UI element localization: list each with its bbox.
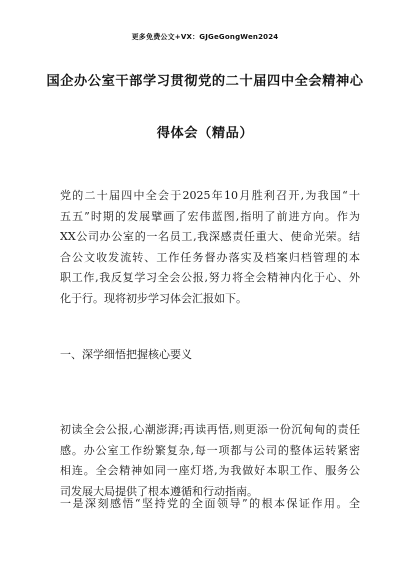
intro-line: 五五”时期的发展擘画了宏伟蓝图,指明了前进方向。作为 — [60, 209, 360, 223]
intro-paragraph — [60, 186, 360, 310]
header-note: 更多免费公文+VX：GJGeGongWen2024 — [131, 33, 279, 41]
intro-line: XX公司办公室的一名员工,我深感责任重大、使命光荣。结 — [60, 230, 360, 244]
section1-line: 感。办公室工作纷繁复杂,每一项都与公司的整体运转紧密 — [60, 443, 360, 457]
section1-line: 司发展大局提供了根本遵循和行动指南。 — [60, 484, 258, 498]
point1-line: 一是深刻感悟“坚持党的全面领导”的根本保证作用。全 — [60, 497, 360, 510]
section1-line: 相连。全会精神如同一座灯塔,为我做好本职工作、服务公 — [60, 464, 360, 478]
intro-line: 党的二十届四中全会于2025年10月胜利召开,为我国“十 — [60, 189, 360, 202]
intro-line: 合公文收发流转、工作任务督办落实及档案归档管理的本 — [60, 250, 360, 264]
section-heading: 一、深学细悟把握核心要义 — [60, 348, 192, 361]
section1-line: 初读全会公报,心潮澎湃;再读再悟,则更添一份沉甸甸的责任 — [60, 423, 360, 436]
document-title-line-1: 国企办公室干部学习贯彻党的二十届四中全会精神心 — [46, 74, 364, 89]
intro-line: 职工作,我反复学习全会公报,努力将全会精神内化于心、外 — [60, 271, 360, 285]
document-title-line-2: 得体会（精品） — [156, 126, 254, 141]
section1-paragraph — [60, 420, 360, 502]
point1-paragraph — [60, 494, 360, 515]
intro-line: 化于行。现将初步学习体会汇报如下。 — [60, 291, 247, 305]
